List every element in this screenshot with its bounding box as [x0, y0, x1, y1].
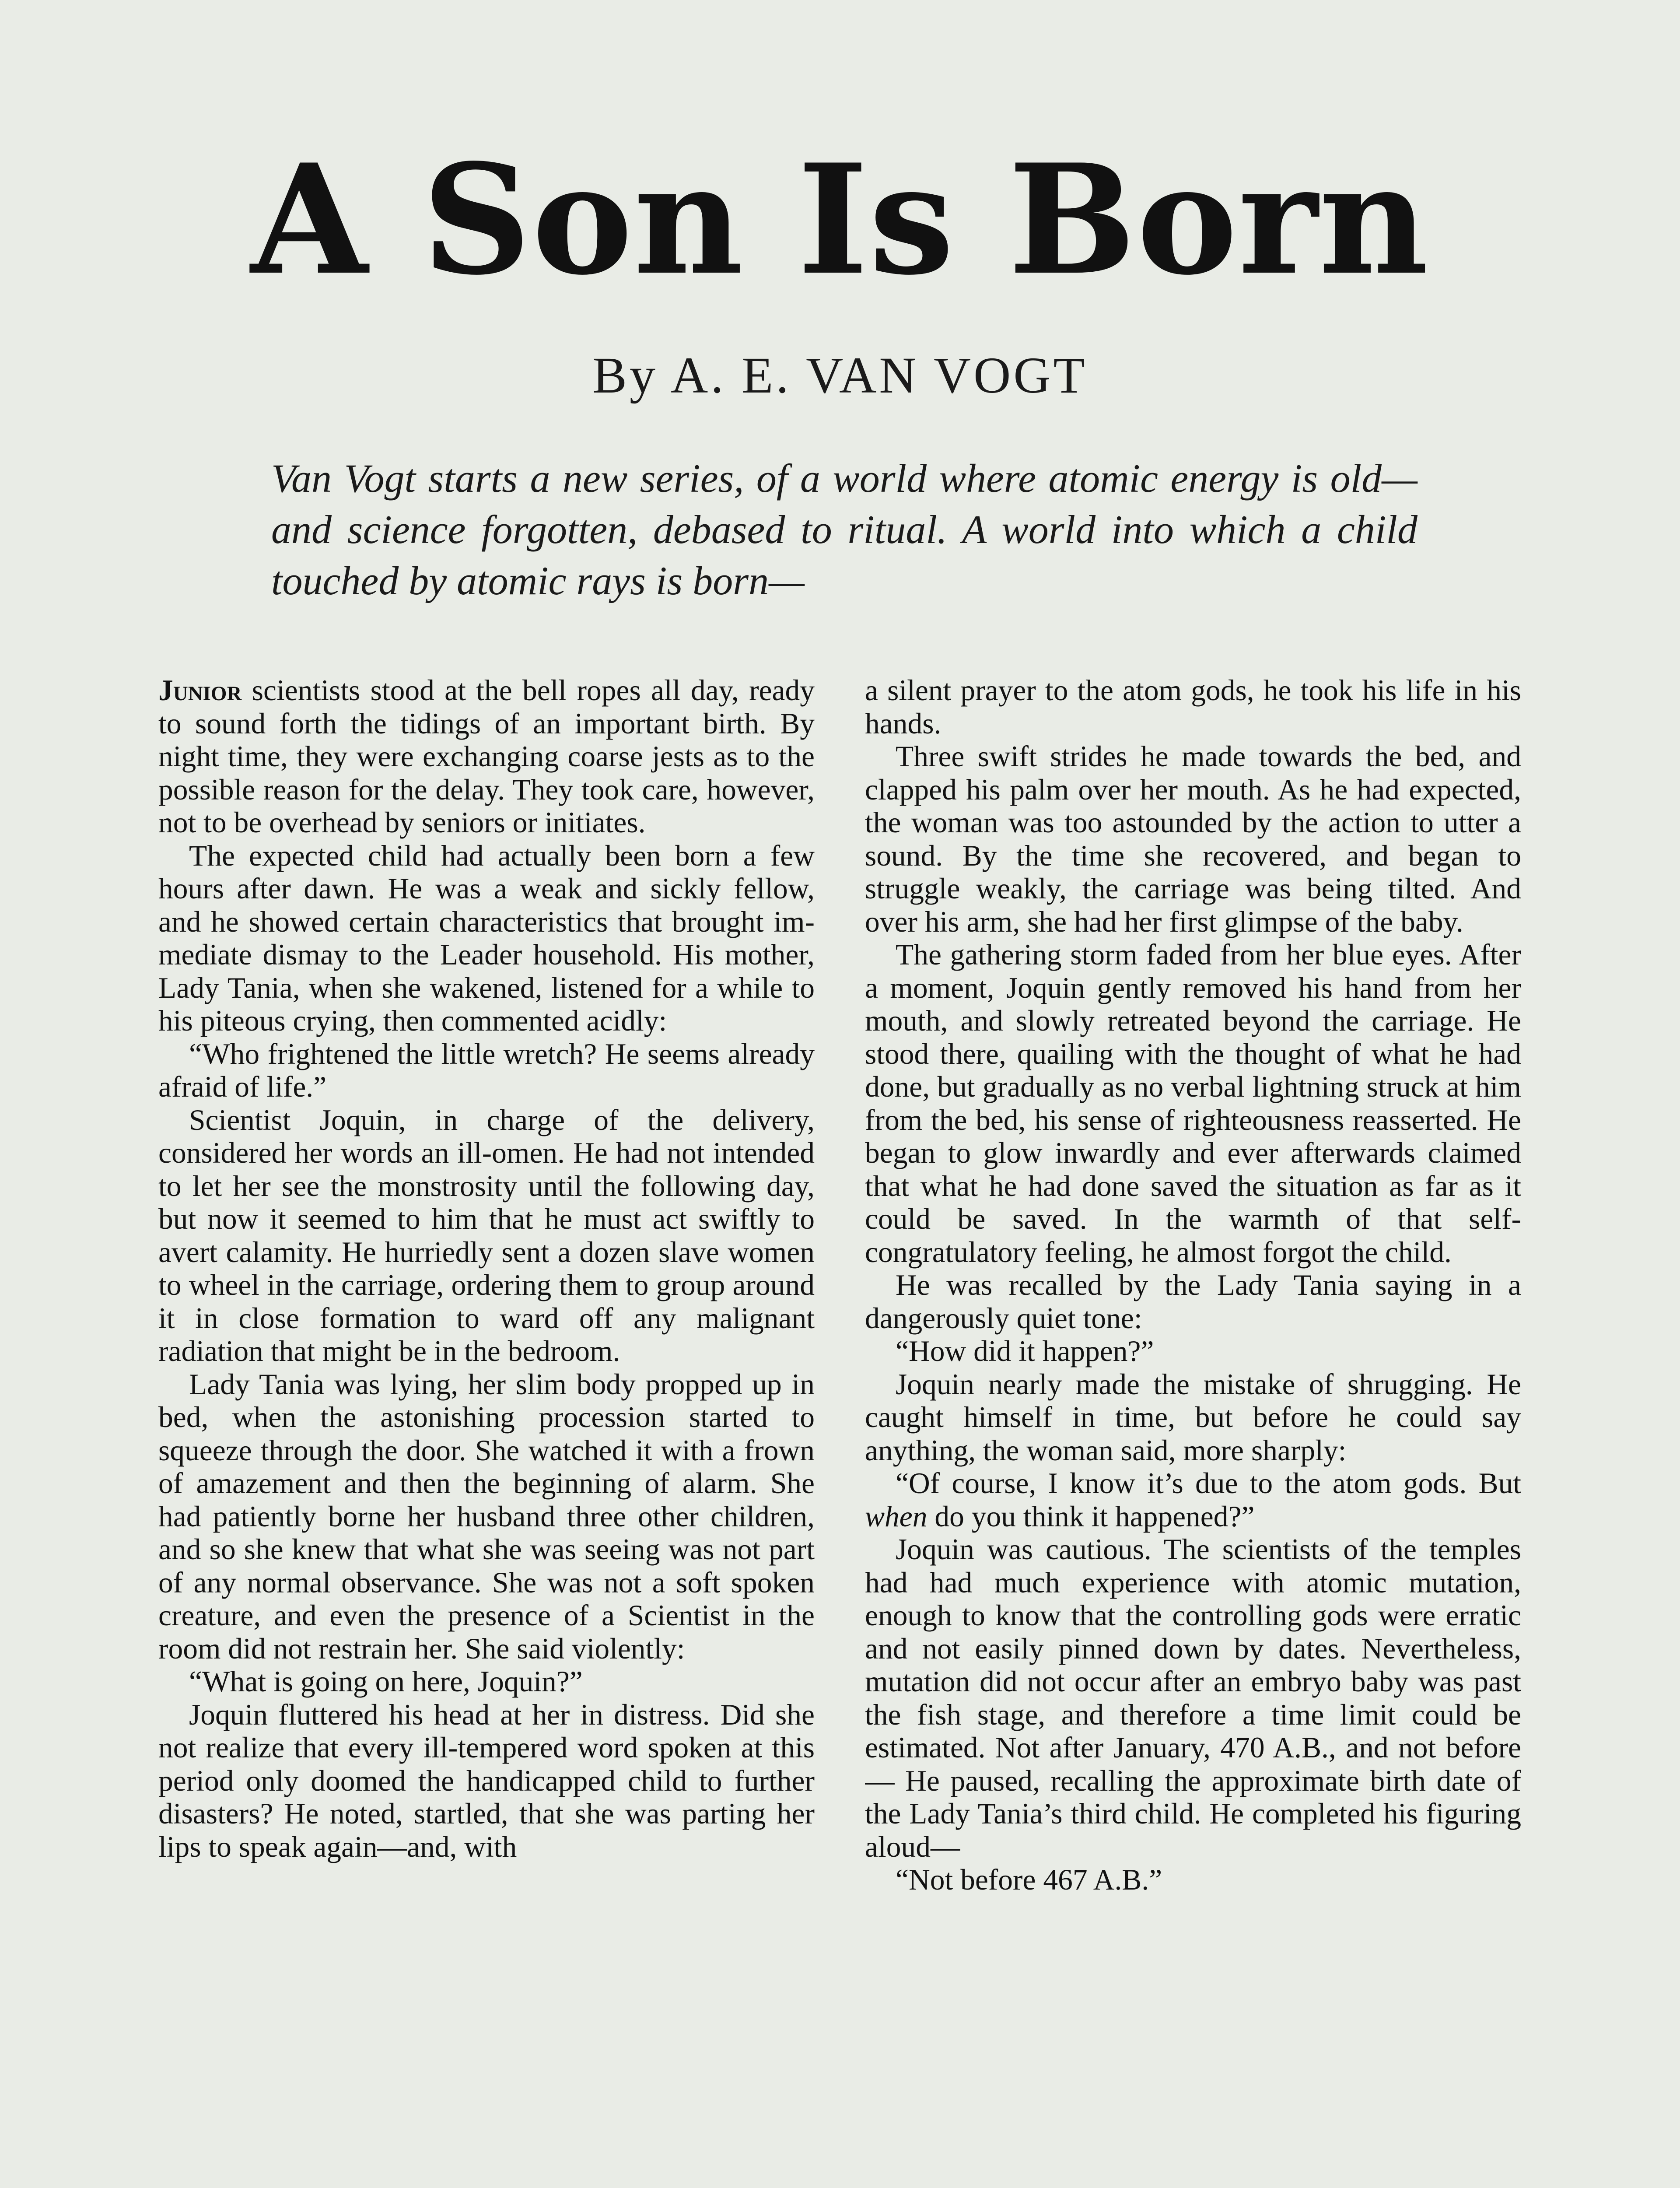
- paragraph: “Of course, I know it’s due to the atom gods. But when do you think it happened?”: [865, 1467, 1521, 1533]
- paragraph: Junior scientists stood at the bell ropes all day, ready to sound forth the tidings of an important birth. By night time, they were exchanging coarse jests as to the possible reason for the delay. They took care, however, not to be overhead by seniors or initiates.: [158, 674, 815, 839]
- story-title: A Son Is Born: [250, 131, 1430, 309]
- paragraph: Lady Tania was lying, her slim body propped up in bed, when the astonishing procession started to squeeze through the door. She watched it with a frown of amazement and then the beginning of alarm. She had patiently borne her husband three other children, and so she knew that what she was seeing was not part of any normal observance. She was not a soft spoken creature, and even the presence of a Scientist in the room did not restrain her. She said violently:: [158, 1368, 815, 1665]
- paragraph: He was recalled by the Lady Tania saying in a dangerously quiet tone:: [865, 1269, 1521, 1335]
- paragraph: The expected child had actually been born a few hours after dawn. He was a weak and sickly fellow, and he showed certain characteristics that brought immediate dismay to the Leader household. His mother, Lady Tania, when she wakened, listened for a while to his piteous crying, then commented acidly:: [158, 839, 815, 1037]
- paragraph: The gathering storm faded from her blue eyes. After a moment, Joquin gently removed his hand from her mouth, and slowly retreated beyond the carriage. He stood there, quailing with the thought of what he had done, but gradually as no verbal lightning struck at him from the bed, his sense of righteousness reasserted. He began to glow inwardly and ever afterwards claimed that what he had done saved the situation as far as it could be saved. In the warmth of that self-congratulatory feeling, he almost forgot the child.: [865, 938, 1521, 1269]
- paragraph: “Who frightened the little wretch? He seems already afraid of life.”: [158, 1037, 815, 1103]
- paragraph: Joquin was cautious. The scientists of the temples had had much experience with atomic mutation, enough to know that the controlling gods were erratic and not easily pinned down by dates. Nevertheless, mutation did not occur after an embryo baby was past the fish stage, and therefore a time limit could be estimated. Not after January, 470 A.B., and not before— He paused, recalling the approximate birth date of the Lady Tania’s third child. He completed his figuring aloud—: [865, 1533, 1521, 1863]
- paragraph: “What is going on here, Joquin?”: [189, 1665, 583, 1698]
- paragraph: Joquin fluttered his head at her in distress. Did she not realize that every ill-tempered word spoken at this period only doomed the handicapped child to further disasters? He noted, startled, that she was parting her lips to speak again—and, with: [158, 1698, 815, 1863]
- paragraph: “How did it happen?”: [896, 1335, 1154, 1368]
- story-teaser: Van Vogt starts a new series, of a world where atomic energy is old—and science forgotten, debased to ritual. A world into which a child touched by atomic rays is born—: [271, 456, 1418, 603]
- paragraph: a silent prayer to the atom gods, he took his life in his hands.: [865, 674, 1521, 740]
- text-column-left: [158, 674, 815, 2188]
- emphasis: when: [865, 1500, 928, 1533]
- byline: By A. E. VAN VOGT: [592, 347, 1088, 404]
- paragraph: Joquin nearly made the mistake of shrugging. He caught himself in time, but before he could say anything, the woman said, more sharply:: [865, 1368, 1521, 1467]
- paragraph: Three swift strides he made towards the bed, and clapped his palm over her mouth. As he had expected, the woman was too astounded by the action to utter a sound. By the time she recovered, and began to struggle weakly, the carriage was being tilted. And over his arm, she had her first glimpse of the baby.: [865, 740, 1521, 938]
- drop-word: Junior: [158, 674, 242, 707]
- paragraph: Scientist Joquin, in charge of the delivery, considered her words an ill-omen. He had not intended to let her see the monstrosity until the following day, but now it seemed to him that he must act swiftly to avert calamity. He hurriedly sent a dozen slave women to wheel in the carriage, ordering them to group around it in close formation to ward off any malignant radiation that might be in the bedroom.: [158, 1103, 815, 1368]
- text-column-right: [865, 674, 1521, 2188]
- paragraph: “Not before 467 A.B.”: [896, 1863, 1162, 1896]
